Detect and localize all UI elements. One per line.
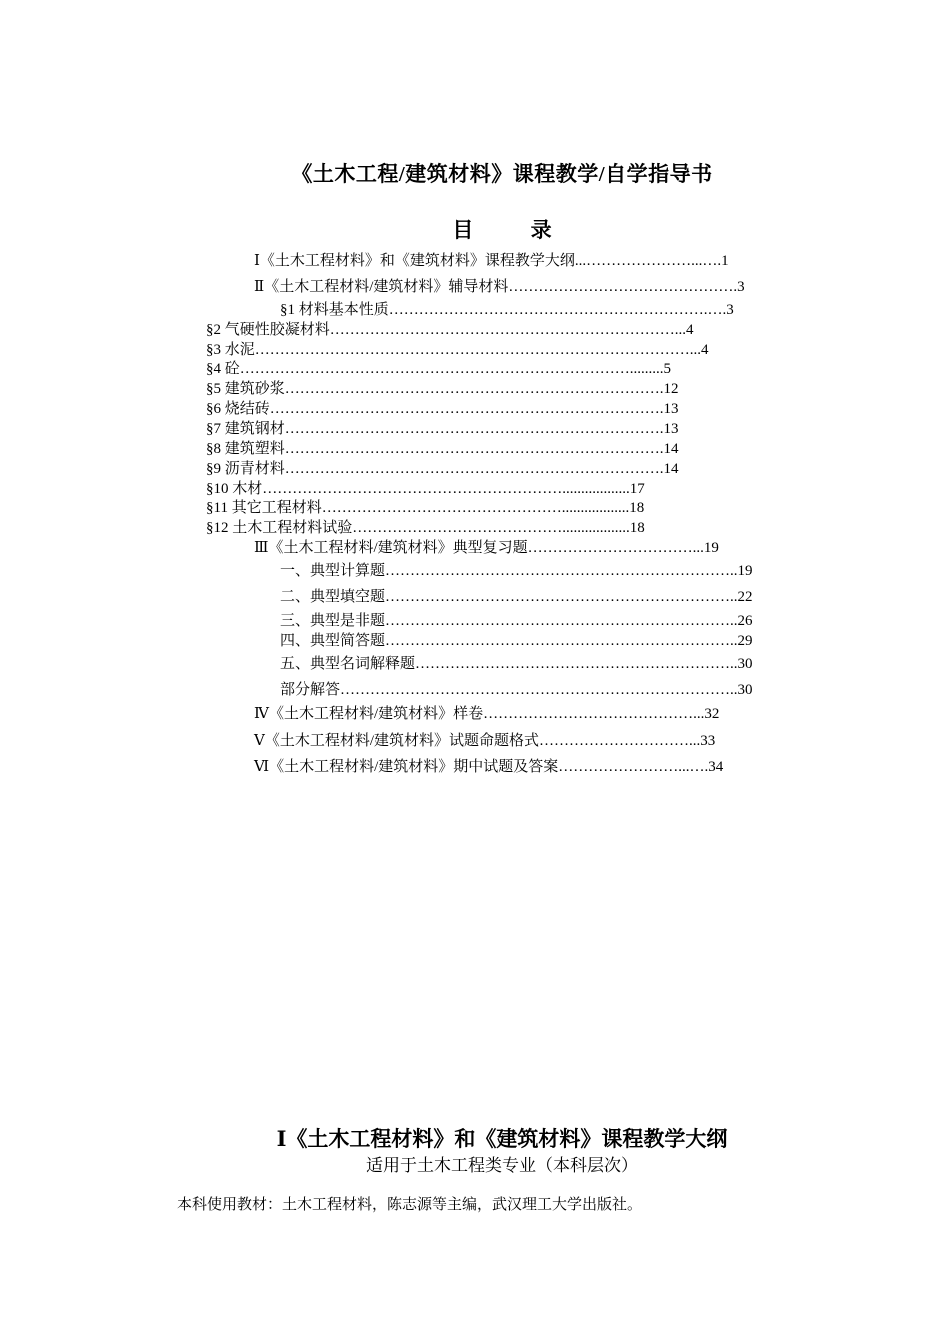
toc-entry-sec-1[interactable]: §1 材料基本性质……………………………………………………….….3: [280, 302, 734, 318]
toc-entry-part-1[interactable]: Ⅰ《土木工程材料》和《建筑材料》课程教学大纲...…………………...….1: [254, 253, 729, 269]
document-title: 《土木工程/建筑材料》课程教学/自学指导书: [291, 162, 713, 186]
toc-entry-review-4[interactable]: 四、典型简答题……………………………………………………………..29: [280, 633, 753, 649]
toc-entry-sec-2[interactable]: §2 气硬性胶凝材料……………………………………………………………...4: [206, 322, 694, 338]
section-subtitle: 适用于土木工程类专业（本科层次）: [366, 1156, 638, 1175]
textbook-line: 本科使用教材：土木工程材料，陈志源等主编，武汉理工大学出版社。: [177, 1197, 643, 1213]
toc-entry-answers[interactable]: 部分解答……………………………………………………………………..30: [280, 682, 753, 698]
toc-entry-sec-7[interactable]: §7 建筑钢材………………………………………………………………….13: [206, 421, 679, 437]
toc-entry-review-2[interactable]: 二、典型填空题……………………………………………………………..22: [280, 589, 753, 605]
toc-entry-sec-3[interactable]: §3 水泥……………………………………………………………………………...4: [206, 342, 709, 358]
section-title: Ⅰ《土木工程材料》和《建筑材料》课程教学大纲: [276, 1127, 728, 1151]
toc-entry-part-5[interactable]: Ⅴ《土木工程材料/建筑材料》试题命题格式…………………………...33: [254, 733, 716, 749]
toc-entry-sec-12[interactable]: §12 土木工程材料试验……………………………………..................18: [206, 520, 645, 536]
toc-entry-part-4[interactable]: Ⅳ《土木工程材料/建筑材料》样卷……………………………………...32: [254, 706, 720, 722]
toc-entry-part-6[interactable]: Ⅵ《土木工程材料/建筑材料》期中试题及答案……………………...….34: [254, 759, 724, 775]
toc-entry-sec-9[interactable]: §9 沥青材料………………………………………………………………….14: [206, 461, 679, 477]
toc-entry-sec-4[interactable]: §4 砼…………………………………………………………………….........5: [206, 361, 672, 377]
toc-entry-review-1[interactable]: 一、典型计算题……………………………………………………………..19: [280, 563, 753, 579]
toc-entry-part-2[interactable]: Ⅱ《土木工程材料/建筑材料》辅导材料……………………………………….3: [254, 279, 745, 295]
toc-entry-review-5[interactable]: 五、典型名词解释题………………………………………………………..30: [280, 656, 753, 672]
toc-entry-sec-8[interactable]: §8 建筑塑料………………………………………………………………….14: [206, 441, 679, 457]
toc-entry-sec-11[interactable]: §11 其它工程材料…………………………………………..................18: [206, 500, 645, 516]
toc-entry-review-3[interactable]: 三、典型是非题……………………………………………………………..26: [280, 613, 753, 629]
toc-entry-sec-6[interactable]: §6 烧结砖…………………………………………………………………….13: [206, 401, 679, 417]
toc-entry-sec-5[interactable]: §5 建筑砂浆………………………………………………………………….12: [206, 381, 679, 397]
toc-entry-sec-10[interactable]: §10 木材……………………………………………………..................17: [206, 481, 645, 497]
toc-entry-part-3[interactable]: Ⅲ《土木工程材料/建筑材料》典型复习题……………………………...19: [254, 540, 719, 556]
toc-heading: 目 录: [452, 218, 578, 242]
